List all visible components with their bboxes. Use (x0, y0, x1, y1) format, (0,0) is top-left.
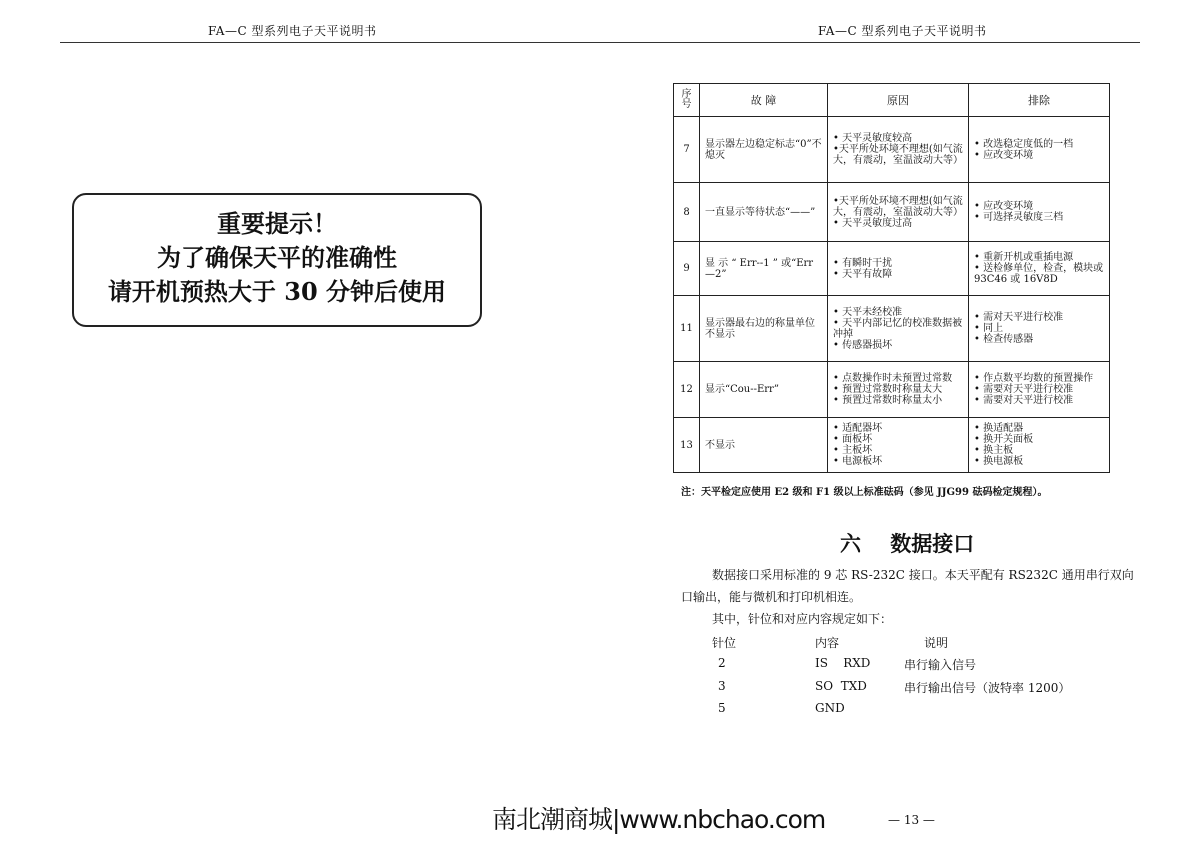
fault-row (674, 418, 1110, 473)
section-paragraph-1-text: 数据接口采用标准的 9 芯 RS-232C 接口。本天平配有 RS232C 通用串行双向口输出，能与微机和打印机相连。 (681, 568, 1134, 604)
section-paragraph-2-text: 其中，针位和对应内容规定如下： (712, 612, 893, 626)
fault-row-idx: 9 (674, 242, 700, 296)
fault-row (674, 296, 1110, 362)
fault-row-idx: 7 (674, 117, 700, 183)
fault-row-cause-item: •天平所处环境不理想(如气流大，有震动，室温波动大等） (833, 195, 963, 218)
fault-row-cause-item: • 天平未经校准 (833, 306, 903, 318)
fault-row (674, 117, 1110, 183)
fault-row-cause-item: • 天平灵敏度较高 (833, 133, 913, 144)
header-fix: 排除 (969, 84, 1110, 117)
fault-row-cause-item: • 点数操作时未预置过常数 (833, 373, 953, 384)
fault-row (674, 183, 1110, 242)
fault-row-fix-item: • 应改变环境 (974, 149, 1034, 161)
fault-row-fix-item: • 需对天平进行校准 (974, 312, 1064, 323)
page-number: — 13 — (888, 813, 935, 827)
fault-row-cause-item: • 天平内部记忆的校准数据被冲掉 (833, 317, 963, 340)
important-notice-box (72, 193, 482, 327)
fault-row-cause (828, 418, 969, 473)
fault-row-fix-item: • 作点数平均数的预置操作 (974, 373, 1094, 384)
fault-row-cause-item: • 有瞬时干扰 (833, 257, 893, 269)
fault-row-fix-item: • 换开关面板 (974, 434, 1034, 445)
header-fault: 故 障 (700, 84, 828, 117)
fault-row-cause (828, 362, 969, 418)
fault-row-cause (828, 117, 969, 183)
fault-row-cause-item: • 预置过常数时称量太小 (833, 395, 943, 406)
pin-row-3-pin: 3 (718, 679, 726, 693)
section-title: 六 数据接口 (840, 531, 975, 556)
fault-row-fix (969, 242, 1110, 296)
fault-row-fault: 显示器左边稳定标志“0”不熄灭 (700, 117, 828, 183)
fault-row-fix-item: • 可选择灵敏度三档 (974, 212, 1064, 223)
fault-row-fix-item: • 换电源板 (974, 456, 1024, 467)
watermark: 南北潮商城|www.nbchao.com (492, 805, 826, 834)
pin-row-3-content: SO TXD (815, 679, 867, 693)
fault-row-fix (969, 362, 1110, 418)
pin-row-2-desc: 串行输入信号 (904, 658, 977, 672)
fault-row-fault: 显示器最右边的称量单位不显示 (700, 296, 828, 362)
notice-line-1: 重要提示！ (217, 209, 337, 238)
fault-row-cause-item: • 天平有故障 (833, 268, 893, 280)
fault-row-fix (969, 117, 1110, 183)
fault-row-fault: 显 示 “ Err--1 ” 或“Err—2” (700, 242, 828, 296)
notice-line-2: 为了确保天平的准确性 (157, 243, 397, 272)
fault-row-fix-item: • 检查传感器 (974, 334, 1034, 345)
section-paragraph-1 (681, 564, 1141, 608)
header-idx: 序号 (674, 84, 700, 117)
fault-row-cause (828, 183, 969, 242)
fault-row-fix-item: • 需要对天平进行校准 (974, 395, 1074, 406)
header-left: FA—C 型系列电子天平说明书 (208, 24, 377, 38)
fault-row-cause-item: • 天平灵敏度过高 (833, 217, 913, 229)
fault-row-cause-item: •天平所处环境不理想(如气流大，有震动，室温波动大等） (833, 144, 963, 166)
header-cause: 原因 (828, 84, 969, 117)
fault-row-fix-item: • 同上 (974, 323, 1004, 334)
pin-header-pin: 针位 (712, 636, 737, 650)
fault-row-idx: 8 (674, 183, 700, 242)
fault-row-cause-item: • 电源板坏 (833, 456, 883, 467)
pin-row-2-content: IS RXD (815, 656, 871, 670)
pin-header-content: 内容 (815, 636, 840, 650)
fault-row-cause-item: • 预置过常数时称量太大 (833, 384, 943, 395)
fault-row-fix-item: • 换适配器 (974, 423, 1024, 434)
pin-row-5-pin: 5 (718, 701, 726, 715)
fault-row-fix (969, 296, 1110, 362)
fault-row-cause-item: • 面板坏 (833, 434, 873, 445)
pin-row-3-desc: 串行输出信号（波特率 1200） (904, 681, 1071, 695)
fault-row-fix (969, 183, 1110, 242)
fault-table (673, 83, 1110, 473)
fault-row-cause (828, 242, 969, 296)
fault-row-fix (969, 418, 1110, 473)
section-paragraph-2 (681, 608, 1141, 630)
fault-row-fault: 不显示 (700, 418, 828, 473)
pin-header-desc: 说明 (924, 636, 949, 650)
calibration-note: 注：天平检定应使用 E2 级和 F1 级以上标准砝码（参见 JJG99 砝码检定规程）。 (681, 487, 1048, 498)
fault-row-fix-item: • 应改变环境 (974, 201, 1034, 212)
pin-row-2-pin: 2 (718, 656, 726, 670)
fault-row-idx: 11 (674, 296, 700, 362)
fault-row-cause (828, 296, 969, 362)
fault-row-fault: 显示“Cou--Err” (700, 362, 828, 418)
fault-table-header (674, 84, 1110, 117)
fault-row (674, 362, 1110, 418)
fault-row-cause-item: • 适配器坏 (833, 423, 883, 434)
fault-row-cause-item: • 主板坏 (833, 445, 873, 456)
fault-row-cause-item: • 传感器损坏 (833, 339, 893, 351)
fault-row (674, 242, 1110, 296)
header-rule (60, 42, 1140, 43)
notice-line-3: 请开机预热大于 30 分钟后使用 (107, 277, 447, 306)
pin-row-5-content: GND (815, 701, 845, 715)
fault-row-fault: 一直显示等待状态“——” (700, 183, 828, 242)
fault-row-fix-item: • 重新开机或重插电源 (974, 252, 1074, 263)
fault-row-fix-item: • 送检修单位，检查，模块或 93C46 或 16V8D (974, 263, 1104, 285)
fault-row-fix-item: • 需要对天平进行校准 (974, 384, 1074, 395)
fault-row-fix-item: • 换主板 (974, 445, 1014, 456)
header-right: FA—C 型系列电子天平说明书 (818, 24, 987, 38)
fault-row-fix-item: • 改选稳定度低的一档 (974, 138, 1074, 150)
fault-row-idx: 13 (674, 418, 700, 473)
fault-row-idx: 12 (674, 362, 700, 418)
